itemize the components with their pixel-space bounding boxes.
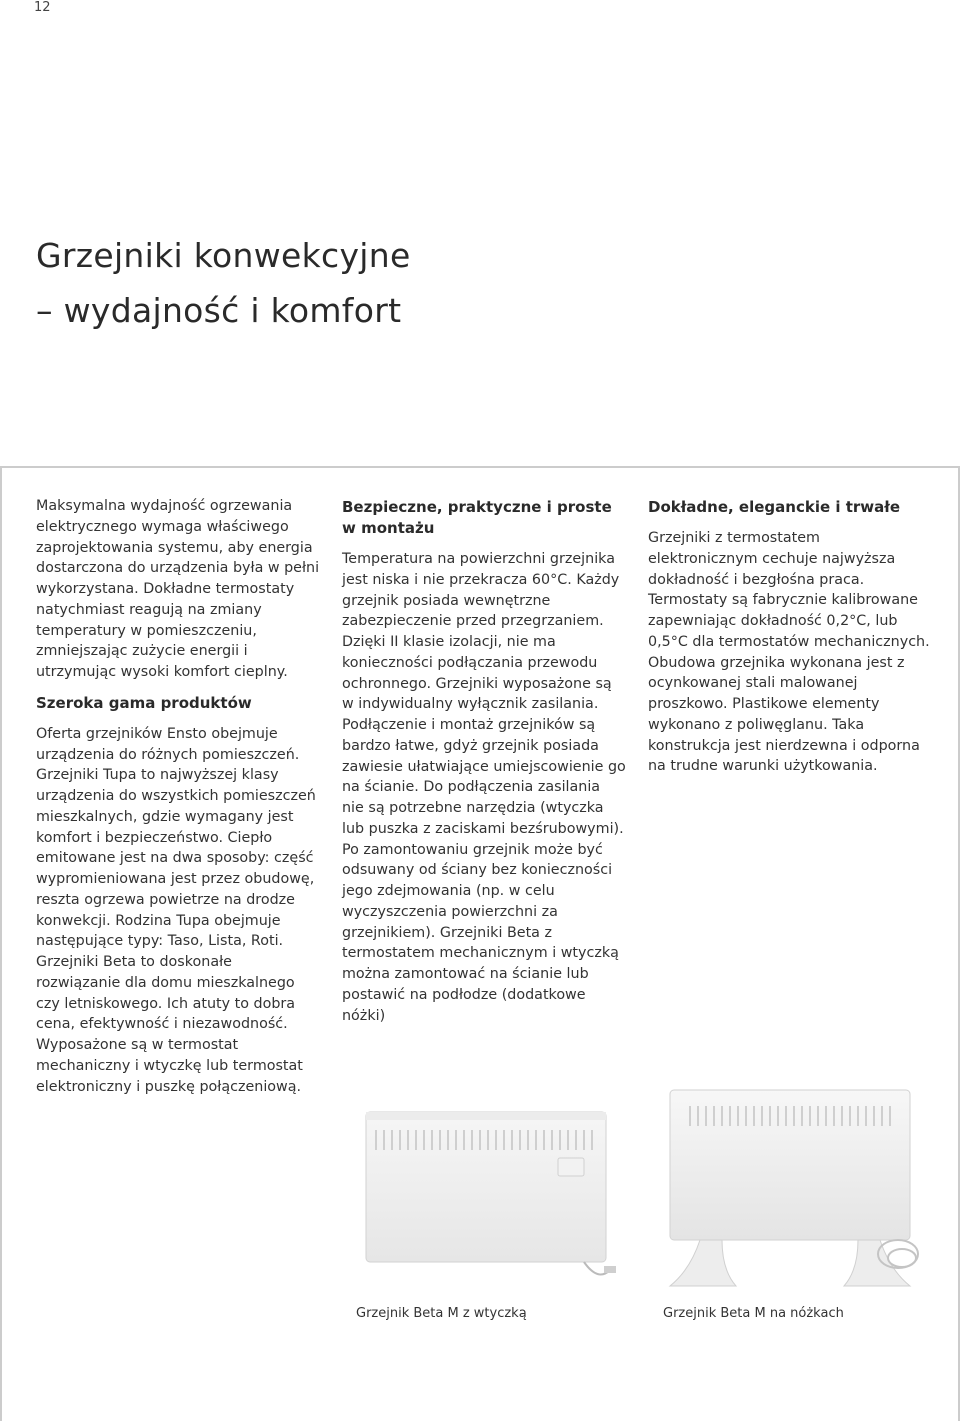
- page-title-line-2: – wydajność i komfort: [36, 291, 402, 330]
- precision-paragraph: Grzejniki z termostatem elektronicznym cechuje najwyższa dokładność i bezgłośna praca. Termostaty są fabrycznie kalibrowane zapewniając dokładność 0,2°C, lub 0,5°C dla termostatów mechanicznych. Obudowa grzejnika wykonana jest z ocynkowanej stali malowanej proszkowo. Plastikowe elementy wykonano z poliwęglanu. Taka konstrukcja jest nierdzewna i odporna na trudne warunki użytkowania.: [648, 530, 930, 775]
- column-3: [648, 497, 932, 777]
- page-title: [36, 228, 411, 338]
- heater-on-legs-image: [640, 1040, 940, 1300]
- wall-heater-with-plug-image: [348, 1092, 628, 1292]
- caption-wall-heater: Grzejnik Beta M z wtyczką: [356, 1306, 527, 1321]
- page-title-line-1: Grzejniki konwekcyjne: [36, 236, 411, 275]
- column-1: [36, 496, 320, 1097]
- page-number: 12: [34, 0, 51, 15]
- caption-heater-on-legs: Grzejnik Beta M na nóżkach: [663, 1306, 844, 1321]
- product-range-paragraph: Oferta grzejników Ensto obejmuje urządzenia do różnych pomieszczeń. Grzejniki Tupa to najwyższej klasy urządzenia do wszystkich pomieszczeń mieszkalnych, gdzie wymagany jest komfort i bezpieczeństwo. Ciepło emitowane jest na dwa sposoby: część wypromieniowana jest przez obudowę, reszta ogrzewa powietrze na drodze konwekcji. Rodzina Tupa obejmuje następujące typy: Taso, Lista, Roti. Grzejniki Beta to doskonałe rozwiązanie dla domu mieszkalnego czy letniskowego. Ich atuty to dobra cena, efektywność i niezawodność. Wyposażone są w termostat mechaniczny i wtyczkę lub termostat elektroniczny i puszkę połączeniową.: [36, 725, 316, 1095]
- section-heading-precision: Dokładne, eleganckie i trwałe: [648, 498, 901, 516]
- safety-paragraph: Temperatura na powierzchni grzejnika jest niska i nie przekracza 60°C. Każdy grzejnik posiada wewnętrzne zabezpieczenie przed przegrzaniem. Dzięki II klasie izolacji, nie ma konieczności podłączania przewodu ochronnego. Grzejniki wyposażone są w indywidualny wyłącznik zasilania. Podłączenie i montaż grzejników są bardzo łatwe, gdyż grzejnik posiada zawiesie ułatwiające umiejscowienie go na ścianie. Do podłączenia zasilania nie są potrzebne narzędzia (wtyczka lub puszka z zaciskami bezśrubowymi). Po zamontowaniu grzejnik może być odsuwany od ściany bez konieczności jego zdejmowania (np. w celu wyczyszczenia powierzchni za grzejnikiem). Grzejniki Beta z termostatem mechanicznym i wtyczką można zamontować na ścianie lub postawić na podłodze (dodatkowe nóżki): [342, 551, 626, 1024]
- column-2: [342, 497, 626, 1026]
- section-heading-product-range: Szeroka gama produktów: [36, 693, 252, 712]
- section-heading-safety: Bezpieczne, praktyczne i proste w montażu: [342, 498, 612, 537]
- intro-paragraph: Maksymalna wydajność ogrzewania elektrycznego wymaga właściwego zaprojektowania systemu, aby energia dostarczona do urządzenia była w pełni wykorzystana. Dokładne termostaty natychmiast reagują na zmiany temperatury w pomieszczeniu, zmniejszając zużycie energii i utrzymując wysoki komfort cieplny.: [36, 498, 320, 680]
